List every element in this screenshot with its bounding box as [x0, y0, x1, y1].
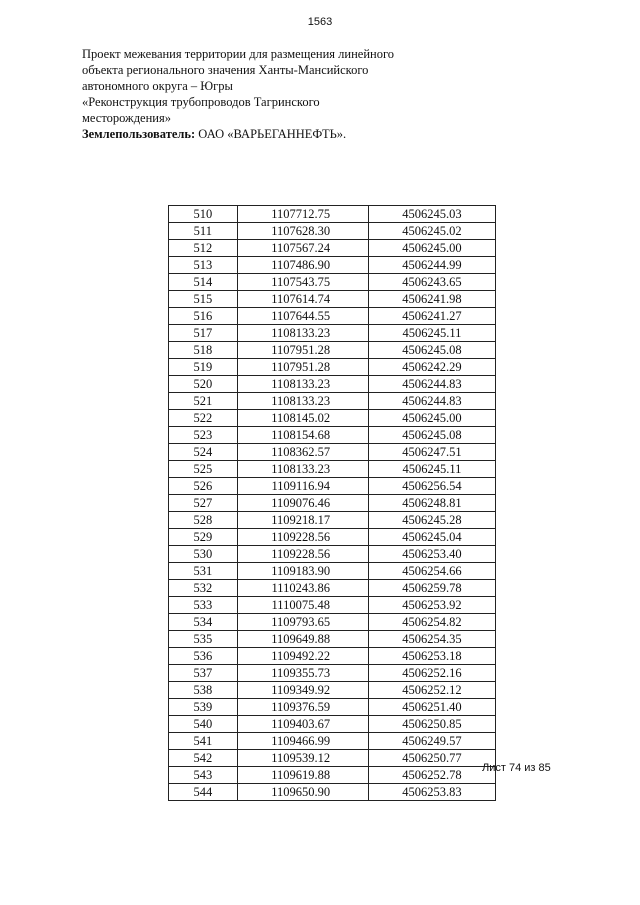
point-number-cell: 540	[169, 716, 238, 733]
point-number-cell: 542	[169, 750, 238, 767]
y-coordinate-cell: 4506250.77	[368, 750, 495, 767]
x-coordinate-cell: 1108145.02	[237, 410, 368, 427]
x-coordinate-cell: 1108154.68	[237, 427, 368, 444]
point-number-cell: 530	[169, 546, 238, 563]
point-number-cell: 517	[169, 325, 238, 342]
point-number-cell: 525	[169, 461, 238, 478]
x-coordinate-cell: 1107951.28	[237, 359, 368, 376]
y-coordinate-cell: 4506242.29	[368, 359, 495, 376]
y-coordinate-cell: 4506245.28	[368, 512, 495, 529]
land-user-label: Землепользователь:	[82, 127, 196, 141]
table-row	[169, 614, 496, 631]
point-number-cell: 523	[169, 427, 238, 444]
table-row	[169, 274, 496, 291]
point-number-cell: 518	[169, 342, 238, 359]
table-row	[169, 240, 496, 257]
table-row	[169, 376, 496, 393]
y-coordinate-cell: 4506254.82	[368, 614, 495, 631]
x-coordinate-cell: 1109183.90	[237, 563, 368, 580]
table-row	[169, 495, 496, 512]
y-coordinate-cell: 4506251.40	[368, 699, 495, 716]
header-line-4: «Реконструкция трубопроводов Тагринского	[82, 95, 320, 109]
point-number-cell: 529	[169, 529, 238, 546]
x-coordinate-cell: 1107486.90	[237, 257, 368, 274]
x-coordinate-cell: 1109650.90	[237, 784, 368, 801]
point-number-cell: 514	[169, 274, 238, 291]
table-row	[169, 682, 496, 699]
point-number-cell: 521	[169, 393, 238, 410]
y-coordinate-cell: 4506254.66	[368, 563, 495, 580]
y-coordinate-cell: 4506245.08	[368, 427, 495, 444]
point-number-cell: 527	[169, 495, 238, 512]
point-number-cell: 535	[169, 631, 238, 648]
y-coordinate-cell: 4506244.83	[368, 376, 495, 393]
point-number-cell: 539	[169, 699, 238, 716]
y-coordinate-cell: 4506253.18	[368, 648, 495, 665]
point-number-cell: 511	[169, 223, 238, 240]
table-row	[169, 410, 496, 427]
y-coordinate-cell: 4506259.78	[368, 580, 495, 597]
point-number-cell: 520	[169, 376, 238, 393]
x-coordinate-cell: 1109649.88	[237, 631, 368, 648]
point-number-cell: 537	[169, 665, 238, 682]
table-row	[169, 563, 496, 580]
coordinates-table-body	[169, 206, 496, 801]
table-row	[169, 257, 496, 274]
x-coordinate-cell: 1108362.57	[237, 444, 368, 461]
x-coordinate-cell: 1109793.65	[237, 614, 368, 631]
y-coordinate-cell: 4506250.85	[368, 716, 495, 733]
coordinates-table	[168, 205, 496, 801]
point-number-cell: 528	[169, 512, 238, 529]
point-number-cell: 522	[169, 410, 238, 427]
point-number-cell: 543	[169, 767, 238, 784]
point-number-cell: 513	[169, 257, 238, 274]
x-coordinate-cell: 1110075.48	[237, 597, 368, 614]
point-number-cell: 515	[169, 291, 238, 308]
point-number-cell: 534	[169, 614, 238, 631]
y-coordinate-cell: 4506245.03	[368, 206, 495, 223]
table-row	[169, 444, 496, 461]
table-row	[169, 767, 496, 784]
y-coordinate-cell: 4506245.11	[368, 325, 495, 342]
table-row	[169, 750, 496, 767]
x-coordinate-cell: 1107951.28	[237, 342, 368, 359]
point-number-cell: 536	[169, 648, 238, 665]
header-line-5: месторождения»	[82, 111, 171, 125]
document-header	[82, 46, 402, 142]
y-coordinate-cell: 4506253.40	[368, 546, 495, 563]
x-coordinate-cell: 1109619.88	[237, 767, 368, 784]
table-row	[169, 699, 496, 716]
y-coordinate-cell: 4506245.00	[368, 240, 495, 257]
point-number-cell: 538	[169, 682, 238, 699]
page-number: 1563	[307, 16, 333, 28]
x-coordinate-cell: 1108133.23	[237, 461, 368, 478]
y-coordinate-cell: 4506245.00	[368, 410, 495, 427]
x-coordinate-cell: 1109349.92	[237, 682, 368, 699]
table-row	[169, 733, 496, 750]
x-coordinate-cell: 1109355.73	[237, 665, 368, 682]
x-coordinate-cell: 1108133.23	[237, 376, 368, 393]
land-user-value: ОАО «ВАРЬЕГАННЕФТЬ».	[195, 127, 347, 141]
point-number-cell: 544	[169, 784, 238, 801]
x-coordinate-cell: 1109466.99	[237, 733, 368, 750]
y-coordinate-cell: 4506241.27	[368, 308, 495, 325]
point-number-cell: 510	[169, 206, 238, 223]
x-coordinate-cell: 1107712.75	[237, 206, 368, 223]
y-coordinate-cell: 4506254.35	[368, 631, 495, 648]
point-number-cell: 512	[169, 240, 238, 257]
point-number-cell: 526	[169, 478, 238, 495]
y-coordinate-cell: 4506245.04	[368, 529, 495, 546]
x-coordinate-cell: 1107644.55	[237, 308, 368, 325]
sheet-info: Лист 74 из 85	[482, 762, 551, 774]
table-row	[169, 206, 496, 223]
y-coordinate-cell: 4506253.83	[368, 784, 495, 801]
point-number-cell: 533	[169, 597, 238, 614]
x-coordinate-cell: 1107543.75	[237, 274, 368, 291]
x-coordinate-cell: 1109228.56	[237, 546, 368, 563]
y-coordinate-cell: 4506245.11	[368, 461, 495, 478]
x-coordinate-cell: 1109539.12	[237, 750, 368, 767]
y-coordinate-cell: 4506244.99	[368, 257, 495, 274]
x-coordinate-cell: 1109116.94	[237, 478, 368, 495]
y-coordinate-cell: 4506252.12	[368, 682, 495, 699]
table-row	[169, 478, 496, 495]
y-coordinate-cell: 4506244.83	[368, 393, 495, 410]
table-row	[169, 342, 496, 359]
x-coordinate-cell: 1109376.59	[237, 699, 368, 716]
x-coordinate-cell: 1107628.30	[237, 223, 368, 240]
point-number-cell: 541	[169, 733, 238, 750]
table-row	[169, 546, 496, 563]
table-row	[169, 529, 496, 546]
table-row	[169, 597, 496, 614]
y-coordinate-cell: 4506245.02	[368, 223, 495, 240]
table-row	[169, 512, 496, 529]
x-coordinate-cell: 1109492.22	[237, 648, 368, 665]
y-coordinate-cell: 4506249.57	[368, 733, 495, 750]
x-coordinate-cell: 1109076.46	[237, 495, 368, 512]
y-coordinate-cell: 4506248.81	[368, 495, 495, 512]
land-user-line	[82, 126, 402, 142]
y-coordinate-cell: 4506245.08	[368, 342, 495, 359]
table-row	[169, 427, 496, 444]
table-row	[169, 716, 496, 733]
x-coordinate-cell: 1110243.86	[237, 580, 368, 597]
table-row	[169, 223, 496, 240]
y-coordinate-cell: 4506252.16	[368, 665, 495, 682]
y-coordinate-cell: 4506243.65	[368, 274, 495, 291]
table-row	[169, 291, 496, 308]
header-line-1: Проект межевания территории для размещения линейного	[82, 47, 395, 61]
table-row	[169, 393, 496, 410]
point-number-cell: 519	[169, 359, 238, 376]
point-number-cell: 524	[169, 444, 238, 461]
point-number-cell: 516	[169, 308, 238, 325]
header-line-2: объекта регионального значения Ханты-Мансийского	[82, 63, 369, 77]
table-row	[169, 580, 496, 597]
table-row	[169, 631, 496, 648]
table-row	[169, 325, 496, 342]
y-coordinate-cell: 4506256.54	[368, 478, 495, 495]
table-row	[169, 461, 496, 478]
point-number-cell: 531	[169, 563, 238, 580]
point-number-cell: 532	[169, 580, 238, 597]
table-row	[169, 308, 496, 325]
x-coordinate-cell: 1107614.74	[237, 291, 368, 308]
x-coordinate-cell: 1109228.56	[237, 529, 368, 546]
header-line-3: автономного округа – Югры	[82, 79, 233, 93]
table-row	[169, 359, 496, 376]
y-coordinate-cell: 4506253.92	[368, 597, 495, 614]
x-coordinate-cell: 1109403.67	[237, 716, 368, 733]
x-coordinate-cell: 1107567.24	[237, 240, 368, 257]
y-coordinate-cell: 4506252.78	[368, 767, 495, 784]
y-coordinate-cell: 4506241.98	[368, 291, 495, 308]
x-coordinate-cell: 1109218.17	[237, 512, 368, 529]
table-row	[169, 665, 496, 682]
x-coordinate-cell: 1108133.23	[237, 325, 368, 342]
table-row	[169, 784, 496, 801]
x-coordinate-cell: 1108133.23	[237, 393, 368, 410]
table-row	[169, 648, 496, 665]
y-coordinate-cell: 4506247.51	[368, 444, 495, 461]
